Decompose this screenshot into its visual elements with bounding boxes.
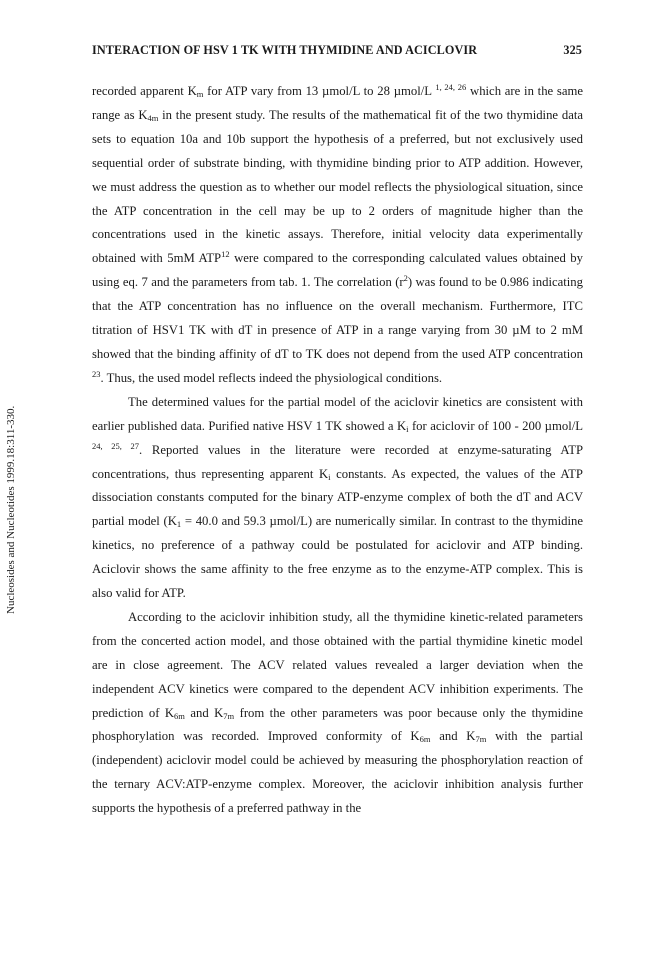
side-citation-text: Nucleosides and Nucleotides 1999.18:311-330. [5,405,17,614]
running-header [92,43,582,58]
body-text [92,80,583,821]
paragraph: According to the aciclovir inhibition study, all the thymidine kinetic-related parameters from the concerted action model, and those obtained with the partial thymidine kinetic model are in close agreement. The ACV related values revealed a larger deviation when the independent ACV kinetics were compared to the dependent ACV inhibition experiments. The prediction of $K_{6m}$ and $K_{7m}$ from the other parameters was poor because only the thymidine phosphorylation was recorded. Improved conformity of $K_{6m}$ and $K_{7m}$ with the partial (independent) aciclovir model could be achieved by measuring the phosphorylation reaction of the ternary ACV:ATP-enzyme complex. Moreover, the aciclovir inhibition analysis further supports the hypothesis of a preferred pathway in the [92,609,584,816]
paragraph: recorded apparent $K_m$ for ATP vary from 13 µmol/L to 28 µmol/L $^{1, 24, 26}$ which are in the same range as $K_{4m}$ in the present study. The results of the mathematical fit of the two thymidine data sets to equation 10a and 10b support the hypothesis of a preferred, but not exclusively used sequential order of substrate binding, with thymidine binding prior to ATP addition. However, we must address the question as to whether our model reflects the physiological situation, since the ATP concentration in the cell may be up to 2 orders of magnitude higher than the concentrations used in the kinetic assays. Therefore, initial velocity data experimentally obtained with 5mM ATP$^{12}$ were compared to the corresponding calculated values obtained by using eq. 7 and the parameters from tab. 1. The correlation $(r^2)$ was found to be 0.986 indicating that the ATP concentration has no influence on the overall mechanism. Furthermore, ITC titration of HSV1 TK with dT in presence of ATP in a range varying from 30 µM to 2 mM showed that the binding affinity of dT to TK does not depend from the used ATP concentration $^{23}$. Thus, the used model reflects indeed the physiological conditions. [92,82,584,385]
paragraph: The determined values for the partial model of the aciclovir kinetics are consistent with earlier published data. Purified native HSV 1 TK showed a $K_i$ for aciclovir of 100 - 200 µmol/L $^{24, 25, 27}$. Reported values in the literature were recorded at enzyme-saturating ATP concentrations, thus representing apparent $K_i$ constants. As expected, the values of the ATP dissociation constants computed for the binary ATP-enzyme complex of both the dT and ACV partial model ($K_1 = 40.0$ and 59.3 µmol/L) are numerically similar. In contrast to the thymidine kinetics, no preference of a pathway could be postulated for aciclovir and ATP binding. Aciclovir shows the same affinity to the free enzyme as to the enzyme-ATP complex. This is also valid for ATP. [92,394,583,601]
running-title: INTERACTION OF HSV 1 TK WITH THYMIDINE AND ACICLOVIR [92,43,478,57]
page-number: 325 [563,43,582,57]
side-citation [4,269,18,614]
